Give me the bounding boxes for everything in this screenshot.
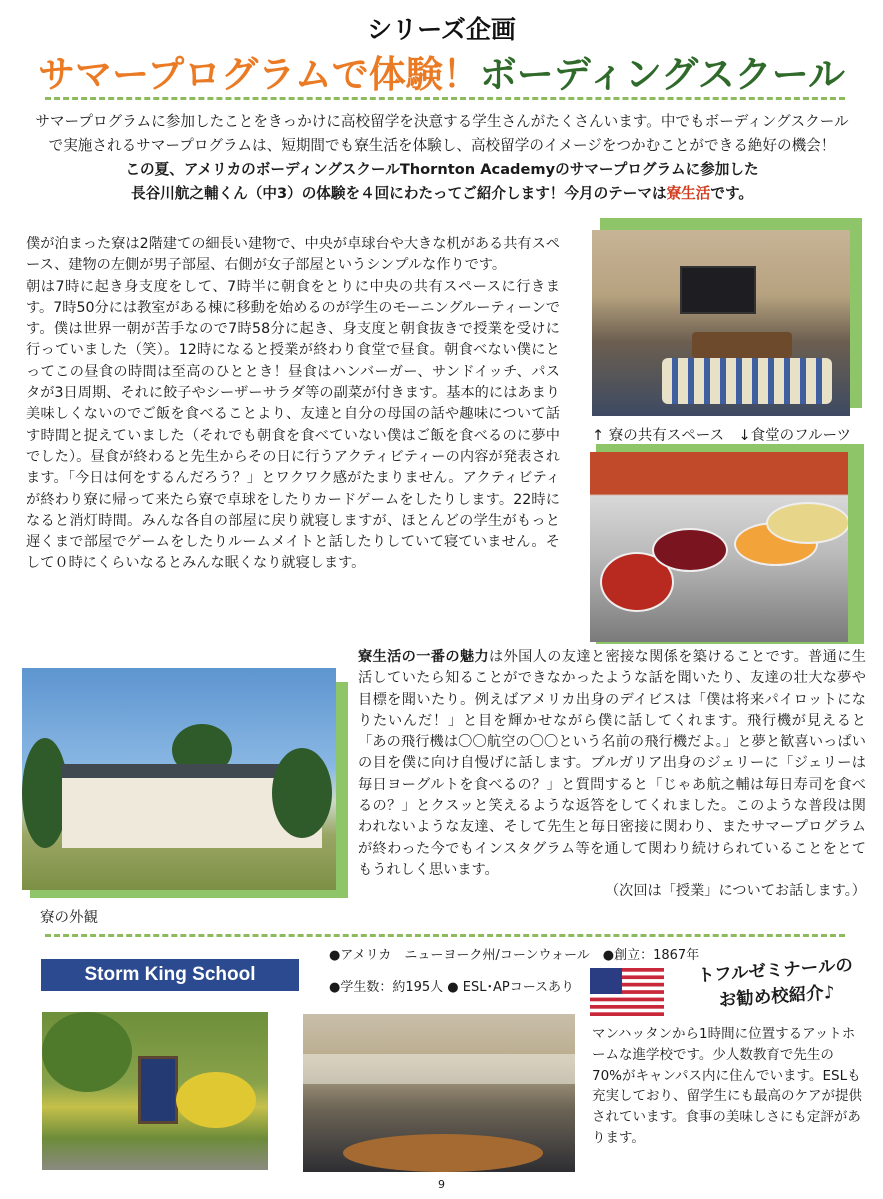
- tree-shape: [42, 1012, 132, 1092]
- intro-line-3: この夏、アメリカのボーディングスクールThornton Academyのサマープログラムに参加した: [125, 161, 759, 178]
- title-part-boarding-school: ボーディングスクール: [479, 53, 845, 96]
- intro-line-1: サマープログラムに参加したことをきっかけに高校留学を決意する学生さんがたくさんいます。中でもボーディングスクール: [35, 113, 849, 130]
- theme-highlight: 寮生活: [666, 185, 711, 202]
- lounge-photo: [592, 230, 850, 416]
- school-sign-shape: [138, 1056, 178, 1124]
- page-number: 9: [438, 1178, 445, 1191]
- intro-line-2: で実施されるサマープログラムは、短期間でも寮生活を体験し、高校留学のイメージをつかむことができる絶好の機会！: [48, 137, 836, 154]
- tree-shape: [272, 748, 332, 838]
- next-issue-note: （次回は「授業」についてお話します。）: [604, 883, 866, 900]
- dorm-caption: 寮の外観: [40, 910, 98, 926]
- title-part-summer-program: サマープログラムで体験！: [38, 53, 480, 96]
- sofa-shape: [662, 358, 832, 404]
- page-title: [0, 44, 883, 98]
- intro-line-4-text: 長谷川航之輔くん（中3）の体験を４回にわたってご紹介します！今月のテーマは: [131, 185, 667, 202]
- school-info-line-1: ●アメリカ ニューヨーク州/コーンウォール ●創立：1867年: [329, 948, 700, 963]
- school-name-banner: Storm King School: [41, 959, 299, 991]
- us-flag-icon: [590, 968, 664, 1016]
- body-text-left: 僕が泊まった寮は2階建ての細長い建物で、中央が卓球台や大きな机がある共有スペース、建物の左側が男子部屋、右側が女子部屋というシンプルな作りです。 朝は7時に起き身支度をして、7時半に朝食をとりに中央の共有スペースに行きます。7時50分には教室がある棟に移動を始めるのが学生のモーニングルーティーンです。僕は世界一朝が苦手なので7時58分に起き、身支度と朝食抜きで授業を受けに行っていました（笑）。12時になると授業が終わり食堂で昼食。朝食べない僕にとってこの昼食の時間は至高のひととき！昼食はハンバーガー、サンドイッチ、パスタが3日周期、それに餃子やシーザーサラダ等の副菜が付きます。基本的にはあまり美味しくないのでご飯を食べることより、友達と自分の母国の話や趣味について話す時間と捉えていました（それでも朝食を食べていない僕はご飯を食べるのに夢中でした）。昼食が終わると先生からその日に行うアクティビティーの内容が発表されます。「今日は何をするんだろう？」とワクワク感がたまりません。アクティビティが終わり寮に帰って来たら寮で卓球をしたりカードゲームをしたりします。22時になると消灯時間。みんな各自の部屋に戻り就寝しますが、ほとんどの学生がもっと遅くまで部屋でゲームをしたりルームメイトと話したりしていて寝ていません。そして０時にくらいなるとみんな眠くなり就寝します。: [26, 236, 560, 572]
- tv-shape: [680, 266, 756, 314]
- dining-table-shape: [343, 1134, 543, 1172]
- toefl-line-2: お勧め校紹介♪: [718, 982, 836, 1011]
- body-right-lead: 寮生活の一番の魅力: [358, 649, 490, 665]
- window-strip-shape: [303, 1054, 575, 1084]
- school-info-line-2: ●学生数：約195人 ● ESL･APコースあり: [329, 980, 575, 995]
- intro-paragraph: [14, 110, 870, 206]
- top-divider: [45, 97, 845, 100]
- body-text-right: [358, 647, 866, 903]
- intro-line-4-end: です。: [710, 185, 753, 202]
- fruit-tray: [766, 502, 848, 544]
- bottom-divider: [45, 934, 845, 937]
- shrub-shape: [176, 1072, 256, 1128]
- dorm-photo: [22, 668, 336, 890]
- school-sign-photo: [42, 1012, 268, 1170]
- intro-line-4: [14, 182, 870, 206]
- fruit-photo: [590, 452, 848, 642]
- school-description: マンハッタンから1時間に位置するアットホームな進学校です。少人数教育で先生の70%がキャンパス内に住んでいます。ESLも充実しており、留学生にも最高のケアが提供されています。食事の美味しさにも定評があります。: [592, 1026, 862, 1146]
- toefl-recommendation-label: [684, 952, 867, 1016]
- table-shape: [692, 332, 792, 358]
- toefl-line-1: トフルゼミナールの: [696, 955, 854, 987]
- series-label: シリーズ企画: [367, 15, 516, 44]
- lounge-fruit-caption: ↑ 寮の共有スペース ↓食堂のフルーツ: [592, 428, 852, 444]
- dining-hall-photo: [303, 1014, 575, 1172]
- body-right-text: は外国人の友達と密接な関係を築けることです。普通に生活していたら知ることができなかったような話を聞いたり、友達の壮大な夢や目標を聞いたり。例えばアメリカ出身のデイビスは「僕は将来パイロットになりたいんだ！」と目を輝かせながら僕に話してくれます。飛行機が見えると「あの飛行機は〇〇航空の〇〇という名前の飛行機だよ。」と夢と歓喜いっぱいの目を僕に向け自慢げに話します。ブルガリア出身のジェリーに「ジェリーは毎日ヨーグルトを食べるの？」と質問すると「じゃあ航之輔は毎日寿司を食べるの？」とクスッと笑えるような返答をしてくれました。このような普段は関われないような友達、そして先生と毎日密接に関わり、またサマープログラムが終わった今でもインスタグラム等を通して関わり続けられていることをとてもうれしく思います。: [358, 649, 866, 878]
- fruit-tray: [652, 528, 728, 572]
